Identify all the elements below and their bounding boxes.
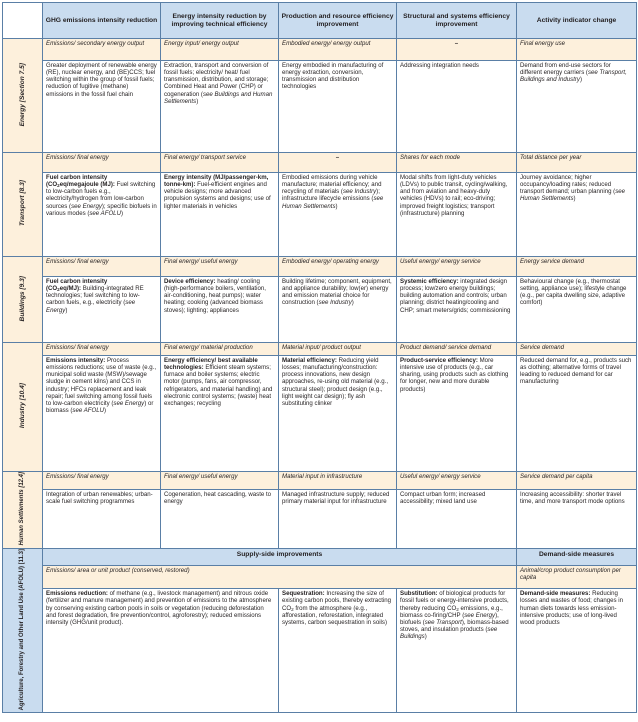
content-cell: Greater deployment of renewable energy (RE), nuclear energy, and (BE)CCS; fuel switching within the group of fossil fuels; reduction of fugitive (methane) emissions in the fossil fuel chain — [43, 61, 161, 153]
sector-settlements-label: Human Settlements [12.4] — [19, 472, 26, 546]
header-activity: Activity indicator change — [517, 3, 637, 39]
content-cell: Energy embodied in manufacturing of energy extraction, conversion, transmission and distribution technologies — [279, 61, 397, 153]
sector-industry-label: Industry [10.4] — [18, 383, 26, 429]
sector-afolu-label: Agriculture, Forestry and Other Land Use (AFOLU) [11.3] — [19, 548, 26, 710]
sector-energy-label: Energy [Section 7.5] — [18, 62, 26, 127]
indicator-cell: Embodied energy/ energy output — [279, 39, 397, 61]
buildings-content-row — [3, 277, 637, 343]
settlements-content-row — [3, 489, 637, 548]
sector-settlements — [3, 472, 43, 549]
afolu-supply-header: Supply-side improvements — [43, 548, 517, 565]
indicator-cell: Emissions/ final energy — [43, 472, 161, 490]
settlements-indicator-row — [3, 472, 637, 490]
indicator-cell: Energy input/ energy output — [161, 39, 279, 61]
sector-transport — [3, 153, 43, 257]
indicator-cell: Final energy/ material production — [161, 343, 279, 356]
indicator-cell: Shares for each mode — [397, 153, 517, 173]
content-cell: Device efficiency: heating/ cooling (high-performance boilers, ventilation, air-conditioning, heat pumps); water heating; cooking (advanced biomass stoves); lighting; appliances — [161, 277, 279, 343]
content-cell: Reduced demand for, e.g., products such as clothing; alternative forms of travel leading to reduced demand for car manufacturing — [517, 356, 637, 472]
indicator-cell: Useful energy/ energy service — [397, 257, 517, 277]
indicator-cell: Service demand per capita — [517, 472, 637, 490]
indicator-cell: Final energy use — [517, 39, 637, 61]
energy-indicator-row — [3, 39, 637, 61]
sector-industry — [3, 343, 43, 472]
indicator-cell: Animal/crop product consumption per capita — [517, 566, 637, 589]
sector-buildings — [3, 257, 43, 343]
indicator-cell: Service demand — [517, 343, 637, 356]
content-cell: Substitution: of biological products for fossil fuels or energy-intensive products, thereby reducing $CO_2$ emissions, e.g., biomass co-firing/CHP (see Energy), biofuels (see Transport), biomass-based stoves, and insulation products (see Buildings) — [397, 589, 517, 713]
afolu-content-row — [3, 589, 637, 713]
content-cell: Integration of urban renewables; urban-scale fuel switching programmes — [43, 489, 161, 548]
content-cell: Fuel carbon intensity ($CO_2eq$/megajoule (MJ): Fuel switching to low-carbon fuels e.g., electricity/hydrogen from low-carbon sources (see Energy); specific biofuels in various modes (see AFOLU) — [43, 173, 161, 257]
indicator-cell: Product demand/ service demand — [397, 343, 517, 356]
indicator-cell: Material input/ product output — [279, 343, 397, 356]
content-cell: Building lifetime; component, equipment, and appliance durability; low(er) energy and emission material choice for construction (see Industry) — [279, 277, 397, 343]
indicator-cell: Emissions/ final energy — [43, 153, 161, 173]
content-cell: Emissions reduction: of methane (e.g., livestock management) and nitrous oxide (fertilizer and manure management) and prevention of emissions to the atmosphere by conserving existing carbon pools in soils or vegetation (reducing deforestation and forest degradation, fire prevention/control, agroforestry); reduced emissions intensity (GHG/unit product). — [43, 589, 279, 713]
indicator-cell: Embodied energy/ operating energy — [279, 257, 397, 277]
indicator-cell: Useful energy/ energy service — [397, 472, 517, 490]
transport-content-row — [3, 173, 637, 257]
indicator-cell: Emissions/ area or unit product (conserved, restored) — [43, 566, 517, 589]
header-resource-efficiency: Production and resource efficiency improvement — [279, 3, 397, 39]
content-cell: Managed infrastructure supply; reduced primary material input for infrastructure — [279, 489, 397, 548]
content-cell: Compact urban form; increased accessibility; mixed land use — [397, 489, 517, 548]
indicator-cell: Final energy/ useful energy — [161, 472, 279, 490]
afolu-header-row — [3, 548, 637, 565]
content-cell: Systemic efficiency: integrated design process; low/zero energy buildings; building automation and controls; urban planning; district heating/cooling and CHP; smart meters/grids; commissioning — [397, 277, 517, 343]
indicator-cell: Energy service demand — [517, 257, 637, 277]
industry-indicator-row — [3, 343, 637, 356]
indicator-cell: Emissions/ secondary energy output — [43, 39, 161, 61]
indicator-cell: Final energy/ useful energy — [161, 257, 279, 277]
content-cell: Modal shifts from light-duty vehicles (LDVs) to public transit, cycling/walking, and from aviation and heavy-duty vehicles (HDVs) to rail; eco-driving; improved freight logistics; transport (infrastructure) planning — [397, 173, 517, 257]
header-row — [3, 3, 637, 39]
header-structural-efficiency: Structural and systems efficiency improvement — [397, 3, 517, 39]
sector-buildings-label: Buildings [9.3] — [18, 275, 26, 322]
indicator-cell: – — [397, 39, 517, 61]
afolu-indicator-row — [3, 566, 637, 589]
content-cell: Product-service efficiency: More intensive use of products (e.g., car sharing, using products such as clothing for longer, new and more durable products) — [397, 356, 517, 472]
indicator-cell: Material input in infrastructure — [279, 472, 397, 490]
buildings-indicator-row — [3, 257, 637, 277]
header-ghg: GHG emissions intensity reduction — [43, 3, 161, 39]
industry-content-row — [3, 356, 637, 472]
content-cell: Journey avoidance; higher occupancy/loading rates; reduced transport demand; urban planning (see Human Settlements) — [517, 173, 637, 257]
sector-afolu — [3, 548, 43, 713]
content-cell: Emissions intensity: Process emissions reductions; use of waste (e.g., municipal solid waste (MSW)/sewage sludge in cement kilns) and CCS in industry; HFCs replacement and leak repair; fuel switching among fossil fuels to low-carbon electricity (see Energy) or biomass (see AFOLU) — [43, 356, 161, 472]
content-cell: Fuel carbon intensity $(CO_2eq/MJ)$: Building-integrated RE technologies; fuel switching to low-carbon fuels, e.g., electricity (see Energy) — [43, 277, 161, 343]
indicator-cell: Emissions/ final energy — [43, 257, 161, 277]
transport-indicator-row — [3, 153, 637, 173]
content-cell: Extraction, transport and conversion of fossil fuels; electricity/ heat/ fuel transmission, distribution, and storage; Combined Heat and Power (CHP) or cogeneration (see Buildings and Human Settlements) — [161, 61, 279, 153]
corner-cell — [3, 3, 43, 39]
sector-energy — [3, 39, 43, 153]
content-cell: Embodied emissions during vehicle manufacture; material efficiency; and recycling of materials (see Industry); infrastructure lifecycle emissions (see Human Settlements) — [279, 173, 397, 257]
content-cell: Increasing accessibility: shorter travel time, and more transport mode options — [517, 489, 637, 548]
indicator-cell: Emissions/ final energy — [43, 343, 161, 356]
sector-transport-label: Transport [8.3] — [18, 180, 26, 227]
afolu-demand-header: Demand-side measures — [517, 548, 637, 565]
indicator-cell: – — [279, 153, 397, 173]
content-cell: Material efficiency: Reducing yield losses; manufacturing/construction: process innovations, new design approaches, re-using old material (e.g., structural steel); product design (e.g., light weight car design); fly ash substituting clinker — [279, 356, 397, 472]
content-cell: Energy intensity (MJ/passenger-km, tonne-km): Fuel-efficient engines and vehicle designs; more advanced propulsion systems and designs; use of lighter materials in vehicles — [161, 173, 279, 257]
content-cell: Demand from end-use sectors for different energy carriers (see Transport, Buildings and Industry) — [517, 61, 637, 153]
indicator-cell: Total distance per year — [517, 153, 637, 173]
energy-content-row — [3, 61, 637, 153]
content-cell: Sequestration: Increasing the size of existing carbon pools, thereby extracting $CO_2$ from the atmosphere (e.g., afforestation, reforestation, integrated systems, carbon sequestration in soils) — [279, 589, 397, 713]
content-cell: Addressing integration needs — [397, 61, 517, 153]
content-cell: Energy efficiency/ best available technologies: Efficient steam systems; furnace and boiler systems; electric motor (pumps, fans, air compressor, refrigerators, and material handling) and electronic control systems; (waste) heat exchanges; recycling — [161, 356, 279, 472]
mitigation-measures-table — [2, 2, 637, 713]
content-cell: Demand-side measures: Reducing losses and wastes of food; changes in human diets towards less emission-intensive products; use of long-lived wood products — [517, 589, 637, 713]
content-cell: Cogeneration, heat cascading, waste to energy — [161, 489, 279, 548]
header-energy-efficiency: Energy intensity reduction by improving technical efficiency — [161, 3, 279, 39]
indicator-cell: Final energy/ transport service — [161, 153, 279, 173]
content-cell: Behavioural change (e.g., thermostat setting, appliance use); lifestyle change (e.g., per capita dwelling size, adaptive comfort) — [517, 277, 637, 343]
